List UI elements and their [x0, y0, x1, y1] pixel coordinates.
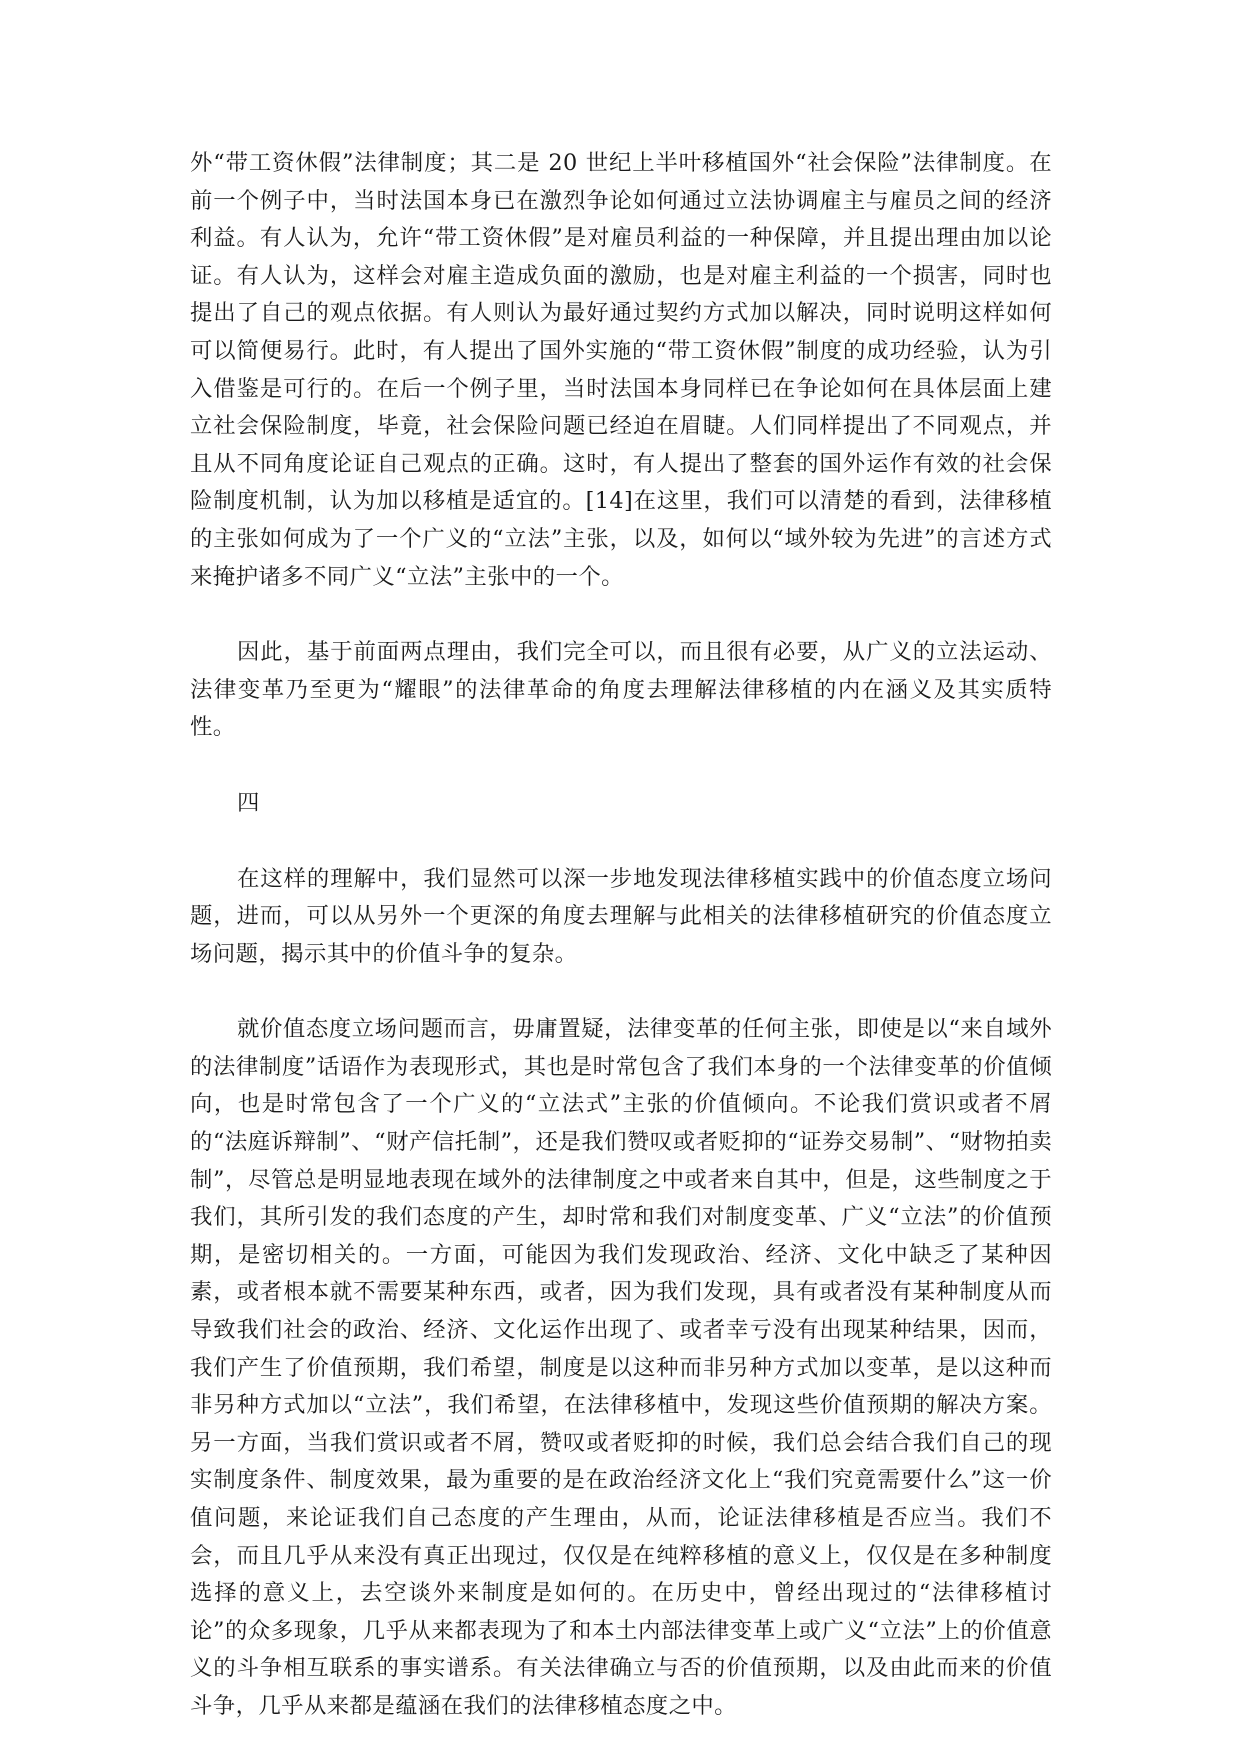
paragraph-value-stance: 就价值态度立场问题而言，毋庸置疑，法律变革的任何主张，即使是以“来自域外的法律制度”话语作为表现形式，其也是时常包含了我们本身的一个法律变革的价值倾向，也是时常包含了一个广义的“立法式”主张的价值倾向。不论我们赏识或者不屑的“法庭诉辩制”、“财产信托制”，还是我们赞叹或者贬抑的“证券交易制”、“财物拍卖制”，尽管总是明显地表现在域外的法律制度之中或者来自其中，但是，这些制度之于我们，其所引发的我们态度的产生，却时常和我们对制度变革、广义“立法”的价值预期，是密切相关的。一方面，可能因为我们发现政治、经济、文化中缺乏了某种因素，或者根本就不需要某种东西，或者，因为我们发现，具有或者没有某种制度从而导致我们社会的政治、经济、文化运作出现了、或者幸亏没有出现某种结果，因而，我们产生了价值预期，我们希望，制度是以这种而非另种方式加以变革，是以这种而非另种方式加以“立法”，我们希望，在法律移植中，发现这些价值预期的解决方案。另一方面，当我们赏识或者不屑，赞叹或者贬抑的时候，我们总会结合我们自己的现实制度条件、制度效果，最为重要的是在政治经济文化上“我们究竟需要什么”这一价值问题，来论证我们自己态度的产生理由，从而，论证法律移植是否应当。我们不会，而且几乎从来没有真正出现过，仅仅是在纯粹移植的意义上，仅仅是在多种制度选择的意义上，去空谈外来制度是如何的。在历史中，曾经出现过的“法律移植讨论”的众多现象，几乎从来都表现为了和本土内部法律变革上或广义“立法”上的价值意义的斗争相互联系的事实谱系。有关法律确立与否的价值预期，以及由此而来的价值斗争，几乎从来都是蕴涵在我们的法律移植态度之中。: [190, 1016, 1052, 1719]
section-heading: 四: [237, 789, 260, 816]
paragraph-continued: 外“带工资休假”法律制度；其二是 20 世纪上半叶移植国外“社会保险”法律制度。在前一个例子中，当时法国本身已在激烈争论如何通过立法协调雇主与雇员之间的经济利益。有人认为，允许“带工资休假”是对雇员利益的一种保障，并且提出理由加以论证。有人认为，这样会对雇主造成负面的激励，也是对雇主利益的一个损害，同时也提出了自己的观点依据。有人则认为最好通过契约方式加以解决，同时说明这样如何可以简便易行。此时，有人提出了国外实施的“带工资休假”制度的成功经验，认为引入借鉴是可行的。在后一个例子里，当时法国本身同样已在争论如何在具体层面上建立社会保险制度，毕竟，社会保险问题已经迫在眉睫。人们同样提出了不同观点，并且从不同角度论证自己观点的正确。这时，有人提出了整套的国外运作有效的社会保险制度机制，认为加以移植是适宜的。[14]在这里，我们可以清楚的看到，法律移植的主张如何成为了一个广义的“立法”主张，以及，如何以“域外较为先进”的言述方式来掩护诸多不同广义“立法”主张中的一个。: [190, 150, 1052, 590]
document-body: [190, 145, 1052, 1726]
paragraph-conclusion: 因此，基于前面两点理由，我们完全可以，而且很有必要，从广义的立法运动、法律变革乃至更为“耀眼”的法律革命的角度去理解法律移植的内在涵义及其实质特性。: [190, 639, 1052, 741]
paragraph-section-intro: 在这样的理解中，我们显然可以深一步地发现法律移植实践中的价值态度立场问题，进而，可以从另外一个更深的角度去理解与此相关的法律移植研究的价值态度立场问题，揭示其中的价值斗争的复杂。: [190, 865, 1052, 967]
